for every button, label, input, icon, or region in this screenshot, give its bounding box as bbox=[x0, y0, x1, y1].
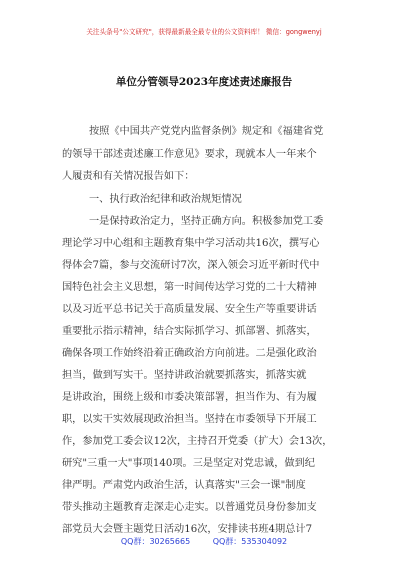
body-line: 国特色社会主义思想，第一时间传达学习党的二十大精神 bbox=[62, 282, 317, 293]
intro-line: 人履责和有关情况报告如下： bbox=[62, 171, 195, 182]
body-line: 是讲政治，围绕上级和市委决策部署，担当作为、有为履 bbox=[62, 392, 317, 403]
body-line: 带头推动主题教育走深走心走实。以普通党员身份参加支 bbox=[62, 502, 317, 513]
body-line: 重要批示指示精神，结合实际抓学习、抓部署、抓落实， bbox=[62, 326, 317, 337]
body-line: 职，以实干实效展现政治担当。坚持在市委领导下开展工 bbox=[62, 414, 317, 425]
body-line: 作，参加党工委会议12次，主持召开党委（扩大）会13次， bbox=[62, 436, 333, 447]
body-line: 律严明。严肃党内政治生活，认真落实"三会一课"制度 bbox=[62, 480, 306, 491]
body-line: 得体会7篇，参与交流研讨7次，深入领会习近平新时代中 bbox=[62, 260, 320, 271]
body-line: 研究"三重一大"事项140项。三是坚定对党忠诚，做到纪 bbox=[62, 458, 315, 469]
intro-line: 按照《中国共产党党内监督条例》规定和《福建省党 bbox=[89, 126, 324, 137]
document-title: 单位分管领导2023年度述责述廉报告 bbox=[115, 76, 293, 88]
section-heading: 一、执行政治纪律和政治规矩情况 bbox=[89, 194, 242, 205]
body-line: 理论学习中心组和主题教育集中学习活动共16次，撰写心 bbox=[62, 238, 320, 249]
body-line: 一是保持政治定力，坚持正确方向。积极参加党工委 bbox=[89, 216, 324, 227]
footer-qq-group-2: QQ群：535304092 bbox=[212, 537, 288, 546]
page-header-banner: 关注头条号"公文研究"，获得最新最全最专业的公文资料库！ 微信：gongwenyj bbox=[86, 28, 322, 36]
body-line: 确保各项工作始终沿着正确政治方向前进。二是强化政治 bbox=[62, 348, 317, 359]
footer-qq-group-1: QQ群：30265665 bbox=[120, 537, 191, 546]
body-line: 部党员大会暨主题党日活动16次，安排读书班4期总计7 bbox=[62, 524, 313, 535]
page-footer bbox=[0, 536, 408, 547]
body-line: 以及习近平总书记关于高质量发展、安全生产等重要讲话 bbox=[62, 304, 317, 315]
intro-line: 的领导干部述责述廉工作意见》要求，现就本人一年来个 bbox=[62, 149, 317, 160]
body-line: 担当，做到写实干。坚持讲政治就要抓落实，抓落实就 bbox=[62, 370, 307, 381]
